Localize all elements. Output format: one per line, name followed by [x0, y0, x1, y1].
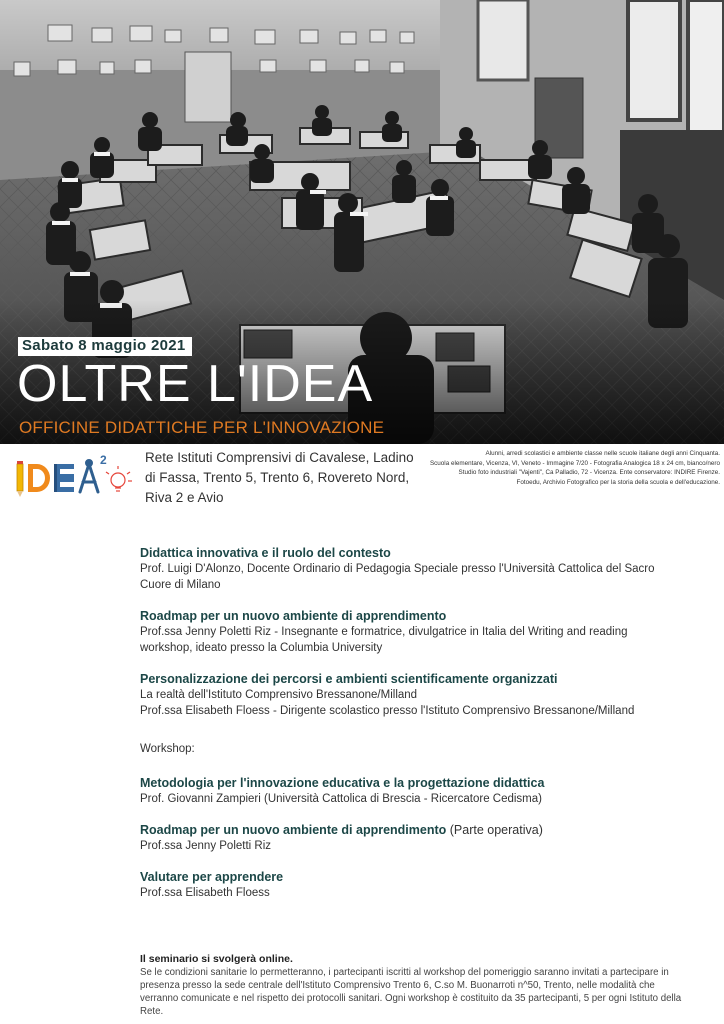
workshop-item: [140, 869, 660, 901]
program-item-title: Personalizzazione dei percorsi e ambienti scientificamente organizzati: [140, 672, 558, 686]
footer-title: Il seminario si svolgerà online.: [140, 953, 293, 965]
workshop-item: [140, 822, 660, 854]
workshop-item-speaker: Prof. Giovanni Zampieri (Università Cattolica di Brescia - Ricercatore Cedisma): [140, 793, 542, 805]
workshop-item-speaker: Prof.ssa Elisabeth Floess: [140, 887, 270, 899]
event-date: Sabato 8 maggio 2021: [18, 337, 192, 356]
workshop-item-title: [140, 822, 660, 838]
book-icon: [54, 464, 74, 492]
caption-line: Alunni, arredi scolastici e ambiente classe nelle scuole italiane degli anni Cinquanta.: [485, 450, 720, 457]
caption-line: Fotoedu, Archivio Fotografico per la storia della scuola e dell'educazione.: [516, 478, 720, 486]
program-item-title: Didattica innovativa e il ruolo del contesto: [140, 546, 391, 560]
program-item-title: Roadmap per un nuovo ambiente di apprendimento: [140, 609, 447, 623]
workshop-item-title: [140, 775, 660, 791]
workshop-item: [140, 775, 660, 807]
logo-exponent: 2: [100, 453, 107, 467]
hero-photo: [0, 0, 724, 444]
program-item: [140, 671, 660, 719]
workshop-title-text: Roadmap per un nuovo ambiente di apprendimento: [140, 823, 447, 837]
school-network: Rete Istituti Comprensivi di Cavalese, Ladino di Fassa, Trento 5, Trento 6, Rovereto Nord, Riva 2 e Avio: [145, 450, 414, 505]
footer-notice: [140, 953, 695, 1018]
program-item-context: La realtà dell'Istituto Comprensivo Bressanone/Milland: [140, 689, 418, 701]
workshop-title-text: Metodologia per l'innovazione educativa e la progettazione didattica: [140, 776, 545, 790]
idea-logo-graphic: [14, 452, 136, 498]
workshop-item-title: [140, 869, 660, 885]
program-item: [140, 608, 660, 656]
program: [140, 545, 660, 916]
compass-icon: [80, 461, 98, 493]
idea-logo: [14, 452, 136, 498]
footer-text: Se le condizioni sanitarie lo permetteranno, i partecipanti iscritti al workshop del pomeriggio saranno invitati a partecipare in presenza presso la sede centrale dell'Istituto Comprensivo Trento 6, C.so M. Buonarroti n^50, Trento, nelle modalità che verranno comunicate e nel rispetto dei protocolli sanitari. Ogni workshop è costituito da 35 partecipanti, 5 per ogni Istituto della Rete.: [140, 967, 682, 1017]
program-item: [140, 545, 660, 593]
event-subtitle: OFFICINE DIDATTICHE PER L'INNOVAZIONE: [19, 418, 385, 437]
caption-line: Studio foto industriali "Vajenti", Ca Palladio, 72 - Vicenza. Ente conservatore: INDIRE Firenze.: [458, 469, 720, 477]
caption-line: Scuola elementare, Vicenza, VI, Veneto - Immagine 7/20 - Fotografia Analogica 18 x 24 cm, bianco/nero: [429, 459, 720, 467]
photo-caption: [420, 449, 720, 487]
pencil-icon: [17, 461, 23, 497]
workshop-heading: Workshop:: [140, 743, 195, 755]
workshop-item-speaker: Prof.ssa Jenny Poletti Riz: [140, 840, 272, 852]
program-item-speaker: Prof.ssa Jenny Poletti Riz - Insegnante e formatrice, divulgatrice in Italia del Writing and reading workshop, ideato presso la Columbia University: [140, 626, 628, 654]
lightbulb-icon: [106, 466, 132, 491]
workshop-title-suffix: (Parte operativa): [446, 823, 543, 837]
program-item-speaker: Prof. Luigi D'Alonzo, Docente Ordinario di Pedagogia Speciale presso l'Università Cattolica del Sacro Cuore di Milano: [140, 563, 655, 591]
program-item-speaker: Prof.ssa Elisabeth Floess - Dirigente scolastico presso l'Istituto Comprensivo Bressanone/Milland: [140, 705, 635, 717]
event-title: OLTRE L'IDEA: [17, 355, 374, 413]
workshop-title-text: Valutare per apprendere: [140, 870, 284, 884]
